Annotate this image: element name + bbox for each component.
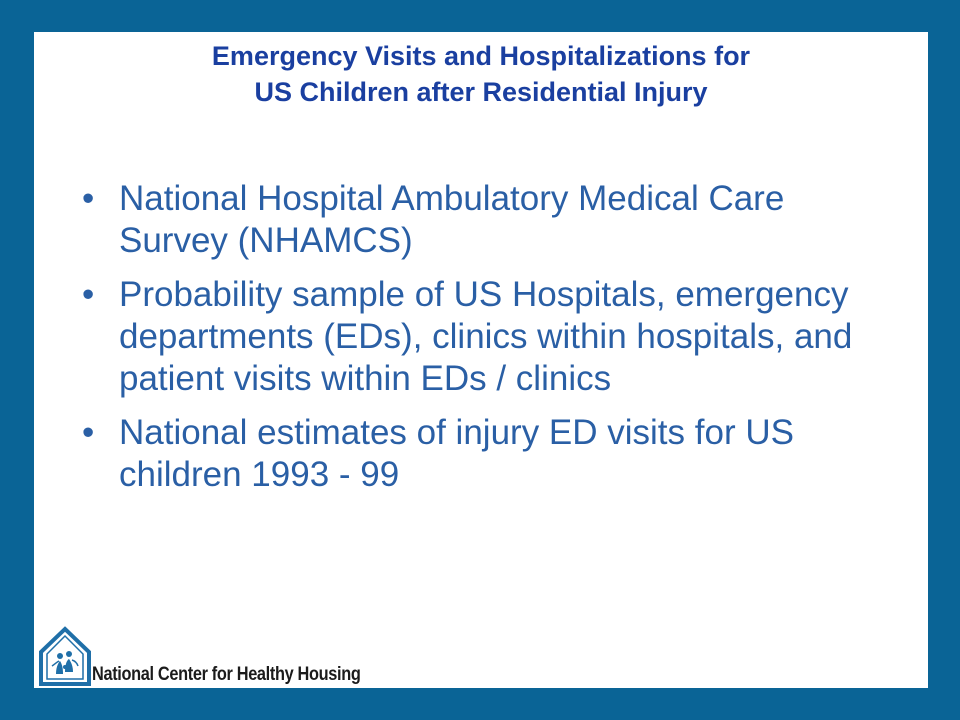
bullet-dot-icon: • <box>82 413 95 452</box>
bullet-list <box>82 178 902 508</box>
bullet-text: Probability sample of US Hospitals, emergency departments (EDs), clinics within hospitals, and patient visits within EDs / clinics <box>119 275 853 398</box>
slide-canvas <box>34 32 928 688</box>
bullet-item <box>82 178 902 262</box>
slide-title-line-2: US Children after Residential Injury <box>254 77 708 107</box>
bullet-text: National Hospital Ambulatory Medical Care Survey (NHAMCS) <box>119 179 785 260</box>
bullet-dot-icon: • <box>82 275 95 314</box>
slide-title-line-1: Emergency Visits and Hospitalizations for <box>211 41 751 71</box>
logo-text: National Center for Healthy Housing <box>92 664 361 685</box>
bullet-item <box>82 412 902 496</box>
house-family-icon <box>36 626 94 688</box>
slide-title <box>34 38 928 110</box>
bullet-dot-icon: • <box>82 179 95 218</box>
bullet-text: National estimates of injury ED visits for US children 1993 - 99 <box>119 413 794 494</box>
nchh-logo <box>36 626 396 688</box>
bullet-item <box>82 274 902 400</box>
